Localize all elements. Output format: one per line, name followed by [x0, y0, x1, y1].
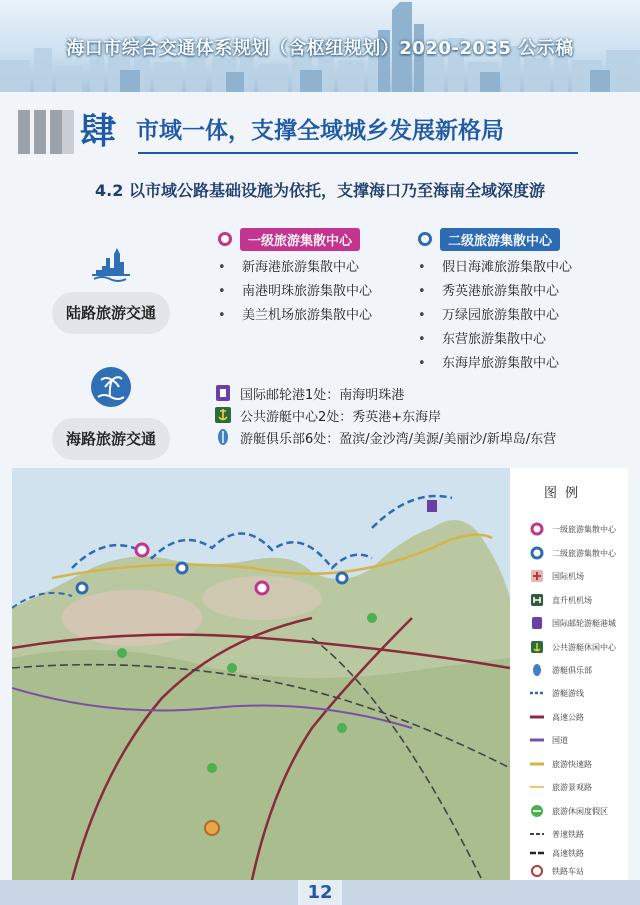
map-legend — [512, 468, 628, 880]
secondary-centers-title: 二级旅游集散中心 — [440, 228, 560, 251]
section-number: 肆 — [80, 110, 117, 152]
legend-item: 二级旅游集散中心 — [530, 546, 616, 560]
cruise-port-icon — [214, 384, 232, 402]
rail-station-icon — [530, 864, 544, 878]
scenic-road-icon — [530, 780, 544, 794]
subsection-title: 4.2 以市域公路基础设施为依托，支撑海口乃至海南全域深度游 — [95, 181, 545, 200]
yacht-center-icon — [530, 640, 544, 654]
cruise-port-icon — [530, 616, 544, 630]
section-heading — [18, 108, 622, 154]
list-item: 游艇俱乐部6处：盈滨/金沙湾/美源/美丽沙/新埠岛/东营 — [214, 426, 634, 448]
legend-item: 游艇俱乐部 — [530, 663, 592, 677]
legend-item: 高速公路 — [530, 710, 584, 724]
list-item: • 东海岸旅游集散中心 — [418, 356, 560, 371]
resort-icon — [530, 804, 544, 818]
heliport-icon — [530, 593, 544, 607]
list-item: • 东营旅游集散中心 — [418, 332, 547, 347]
national-road-icon — [530, 733, 544, 747]
document-title: 海口市综合交通体系规划（含枢纽规划）2020-2035 公示稿 — [66, 38, 574, 59]
city-icon — [90, 240, 132, 282]
land-tourism-label: 陆路旅游交通 — [52, 292, 170, 334]
list-item: 国际邮轮港1处：南海明珠港 — [214, 382, 634, 404]
legend-item: 一级旅游集散中心 — [530, 522, 616, 536]
legend-item: 高速铁路 — [530, 846, 584, 860]
legend-item: 国际机场 — [530, 569, 584, 583]
tourism-transport-map — [12, 468, 628, 880]
legend-item: 铁路车站 — [530, 864, 584, 878]
page-number: 12 — [298, 880, 342, 905]
secondary-centers-list — [418, 228, 572, 376]
island-icon — [90, 366, 132, 408]
airport-icon — [530, 569, 544, 583]
section-underline — [138, 152, 578, 154]
land-tourism-block — [52, 240, 170, 334]
section-title: 市域一体，支撑全域城乡发展新格局 — [136, 118, 504, 144]
header-banner — [0, 0, 640, 92]
legend-item: 公共游艇休闲中心 — [530, 640, 616, 654]
primary-center-icon — [530, 522, 544, 536]
legend-item: 旅游快速路 — [530, 757, 592, 771]
secondary-center-icon — [418, 232, 432, 246]
sea-facilities-list — [214, 382, 634, 448]
legend-item: 旅游景观路 — [530, 780, 592, 794]
yacht-center-icon — [214, 406, 232, 424]
yacht-club-icon — [530, 663, 544, 677]
list-item: • 南港明珠旅游集散中心 — [218, 284, 373, 299]
page-footer — [0, 880, 640, 905]
list-item: 公共游艇中心2处：秀英港+东海岸 — [214, 404, 634, 426]
legend-item: 国际邮轮游艇港城 — [530, 616, 616, 630]
expressway-icon — [530, 710, 544, 724]
legend-title: 图例 — [544, 486, 587, 501]
list-item: • 万绿园旅游集散中心 — [418, 308, 560, 323]
primary-centers-title: 一级旅游集散中心 — [240, 228, 360, 251]
sea-tourism-label: 海路旅游交通 — [52, 418, 170, 460]
yacht-route-icon — [530, 686, 544, 700]
list-item: • 假日海滩旅游集散中心 — [418, 260, 573, 275]
yacht-club-icon — [214, 428, 232, 446]
tourism-expressway-icon — [530, 757, 544, 771]
map-image — [12, 468, 510, 880]
legend-item: 旅游休闲度假区 — [530, 804, 608, 818]
section-marker-bars — [18, 110, 74, 154]
high-speed-rail-icon — [530, 846, 544, 860]
primary-center-icon — [218, 232, 232, 246]
legend-item: 普速铁路 — [530, 827, 584, 841]
secondary-center-icon — [530, 546, 544, 560]
list-item: • 秀英港旅游集散中心 — [418, 284, 560, 299]
list-item: • 新海港旅游集散中心 — [218, 260, 360, 275]
list-item: • 美兰机场旅游集散中心 — [218, 308, 373, 323]
legend-item: 游艇游线 — [530, 686, 584, 700]
legend-item: 直升机机场 — [530, 593, 592, 607]
primary-centers-list — [218, 228, 372, 328]
legend-item: 国道 — [530, 733, 568, 747]
sea-tourism-block — [52, 366, 170, 460]
rail-icon — [530, 827, 544, 841]
